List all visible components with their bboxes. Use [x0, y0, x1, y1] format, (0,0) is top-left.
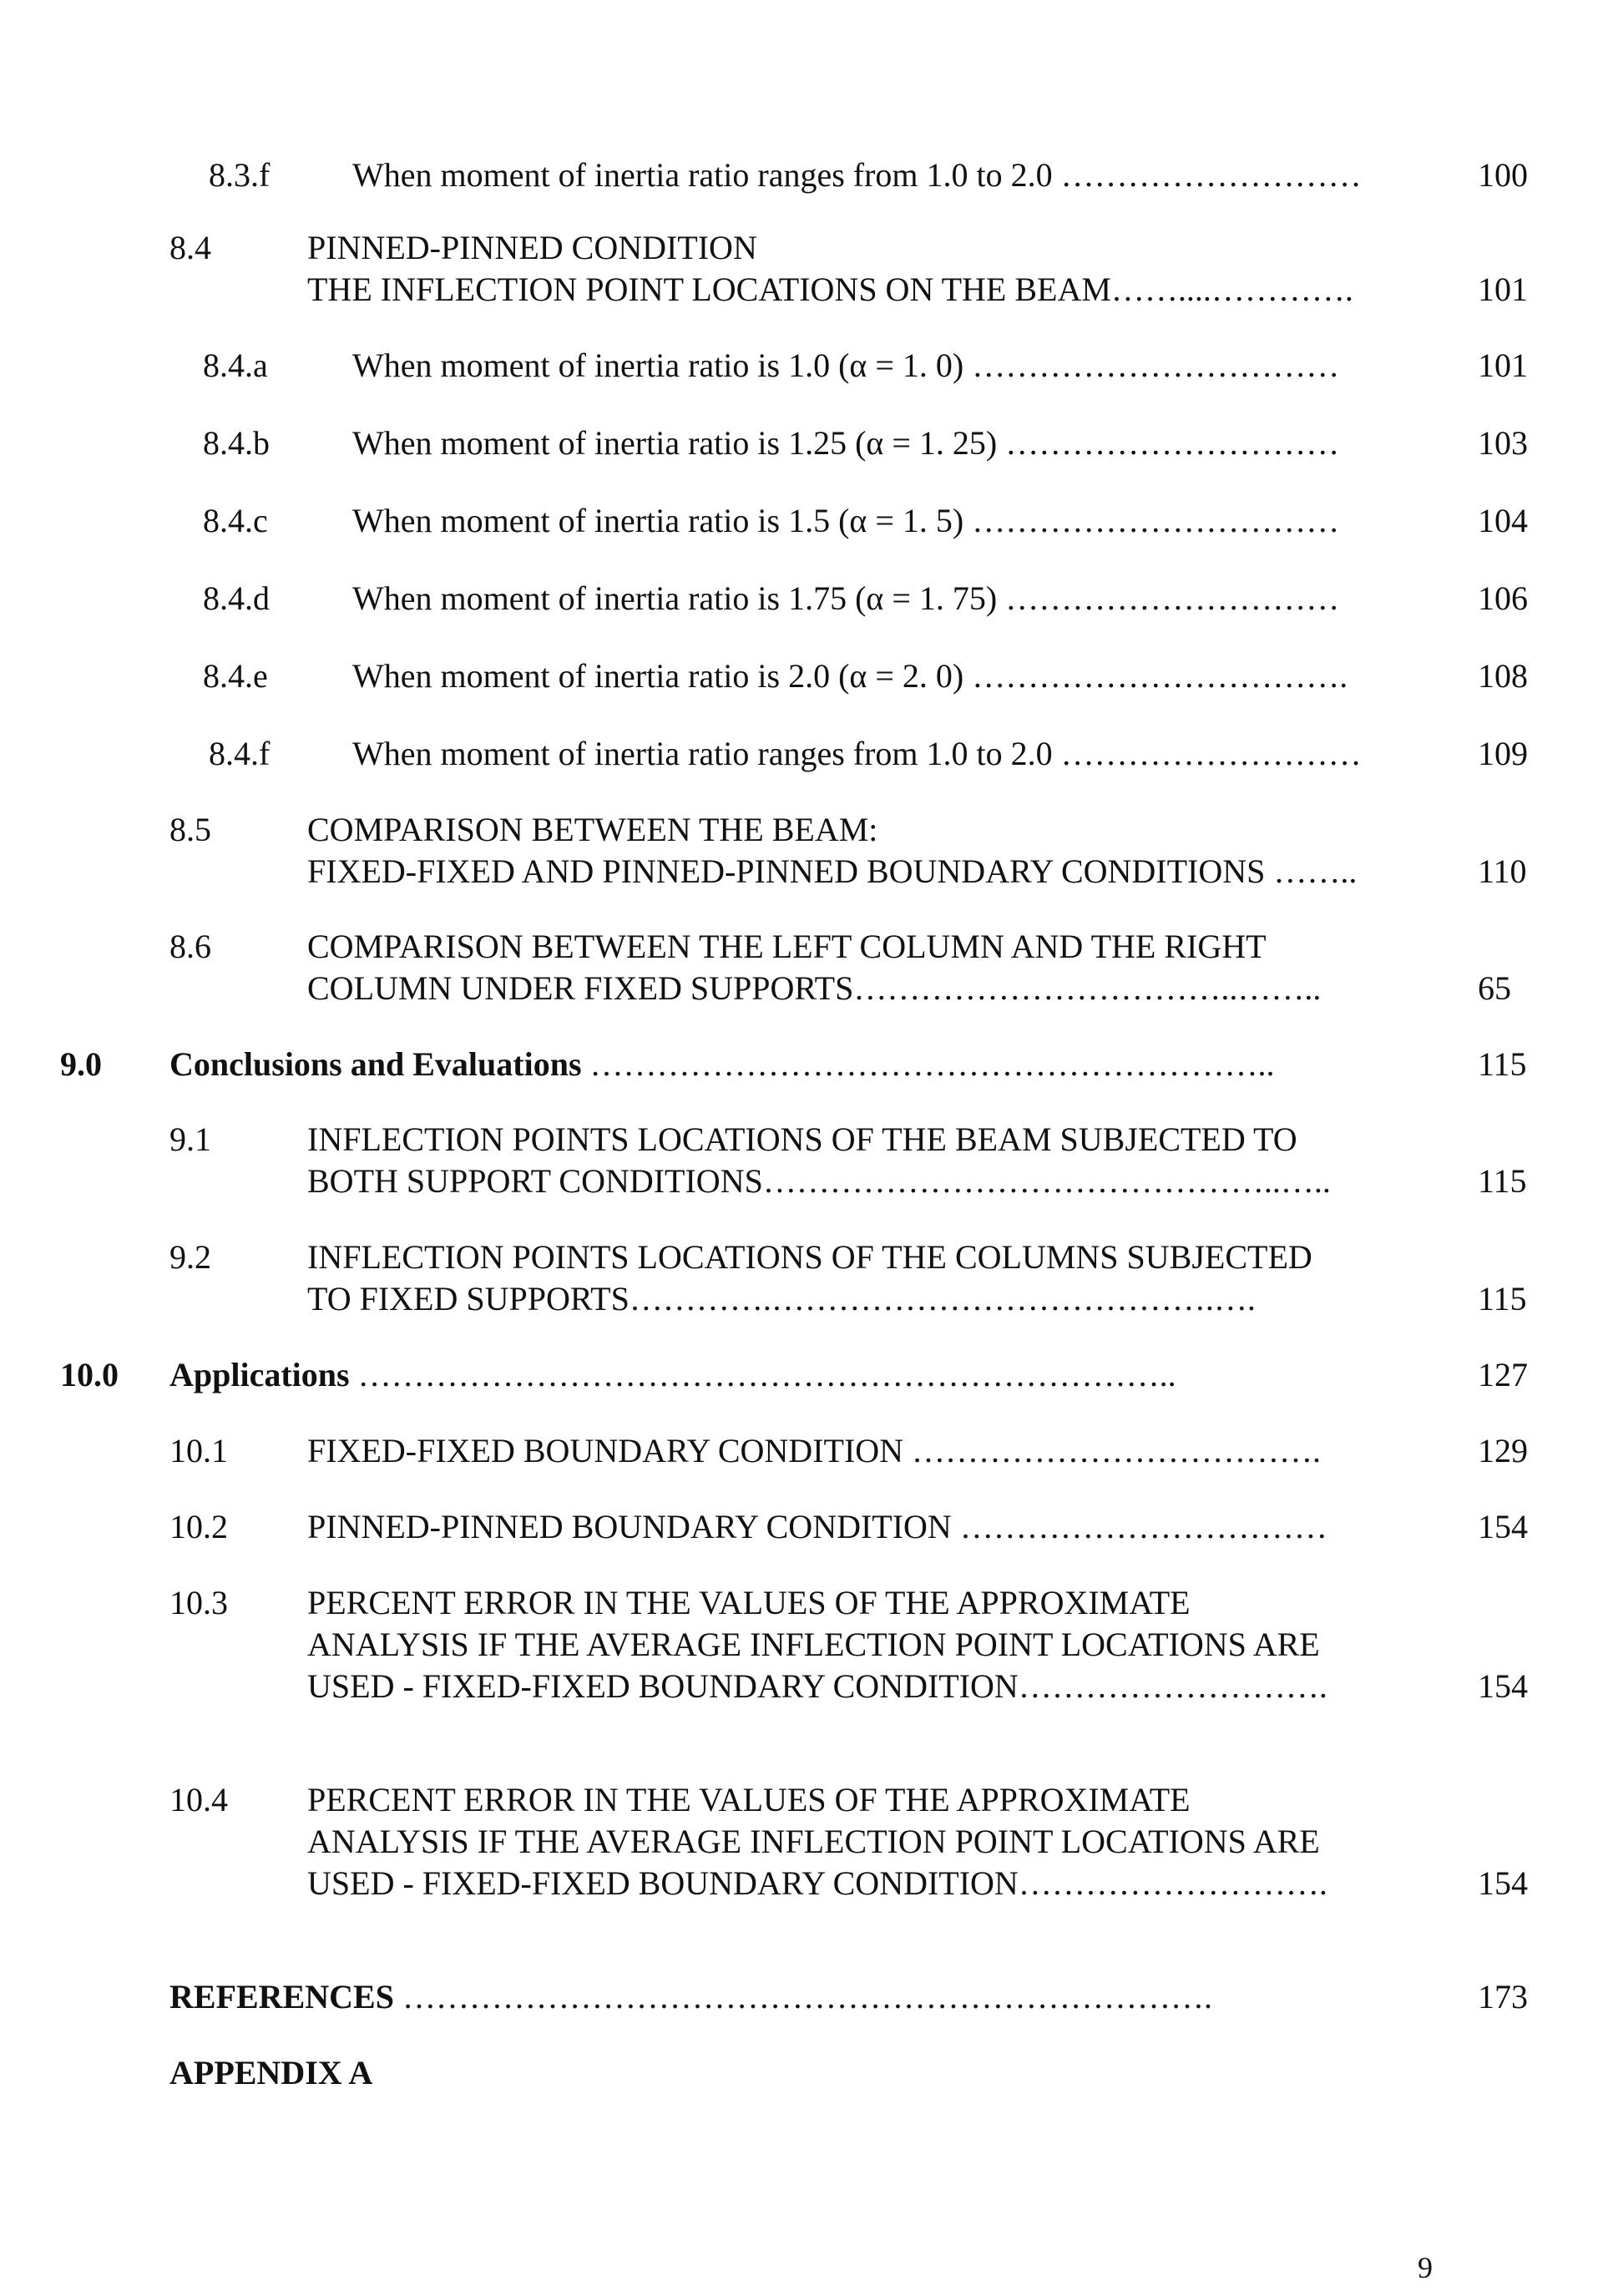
section-title-line: PERCENT ERROR IN THE VALUES OF THE APPROXIMATE	[307, 1781, 1191, 1818]
section-title	[307, 227, 1353, 311]
page-ref: 115	[1478, 1280, 1527, 1317]
page-ref: 127	[1478, 1356, 1528, 1393]
section-title-line: When moment of inertia ratio is 2.0 (α = 2. 0) …………………………….	[352, 657, 1348, 695]
section-title	[307, 809, 1357, 893]
page-ref: 101	[1478, 346, 1528, 384]
section-title-line: INFLECTION POINTS LOCATIONS OF THE BEAM SUBJECTED TO	[307, 1120, 1297, 1158]
section-title	[307, 926, 1321, 1009]
page-ref: 129	[1478, 1432, 1528, 1469]
section-title-line: FIXED-FIXED BOUNDARY CONDITION ……………………………….	[307, 1432, 1322, 1469]
chapter-title	[169, 2052, 372, 2094]
page-ref: 100	[1478, 156, 1528, 194]
section-title	[307, 1119, 1331, 1202]
section-title	[352, 154, 1362, 196]
section-title-line: ANALYSIS IF THE AVERAGE INFLECTION POINT LOCATIONS ARE	[307, 1823, 1320, 1860]
section-title	[307, 1506, 1327, 1548]
page-ref: 106	[1478, 579, 1528, 617]
section-number: 10.1	[169, 1432, 228, 1469]
section-title	[352, 655, 1348, 697]
section-title-line: ANALYSIS IF THE AVERAGE INFLECTION POINT LOCATIONS ARE	[307, 1626, 1320, 1663]
page-ref: 101	[1478, 271, 1528, 308]
section-number: 8.4.b	[203, 424, 270, 462]
chapter-title-text: Conclusions and Evaluations	[169, 1045, 582, 1083]
page-ref: 173	[1478, 1978, 1528, 2015]
section-title	[307, 1779, 1327, 1904]
section-number: 8.4.d	[203, 579, 270, 617]
section-number: 8.4.e	[203, 657, 268, 695]
section-title	[352, 578, 1339, 620]
section-title-line: FIXED-FIXED AND PINNED-PINNED BOUNDARY CONDITIONS ……..	[307, 852, 1358, 890]
section-title-line: When moment of inertia ratio is 1.0 (α = 1. 0) ……………………………	[352, 346, 1340, 384]
section-title-line: THE INFLECTION POINT LOCATIONS ON THE BEAM……....………….	[307, 271, 1353, 308]
section-title-line: COMPARISON BETWEEN THE LEFT COLUMN AND THE RIGHT	[307, 928, 1267, 965]
chapter-title	[169, 1976, 1212, 2018]
section-title	[352, 500, 1339, 542]
chapter-number: 9.0	[60, 1045, 102, 1083]
section-title-line: When moment of inertia ratio is 1.75 (α = 1. 75) …………………………	[352, 579, 1340, 617]
page-ref: 115	[1478, 1045, 1527, 1083]
section-number: 8.3.f	[209, 156, 271, 194]
section-title-line: PINNED-PINNED BOUNDARY CONDITION ……………………………	[307, 1508, 1327, 1545]
page-ref: 108	[1478, 657, 1528, 695]
section-title	[352, 422, 1339, 464]
page-number: 9	[1418, 2251, 1433, 2284]
section-title-line: When moment of inertia ratio is 1.25 (α = 1. 25) …………………………	[352, 424, 1340, 462]
chapter-title	[169, 1354, 1176, 1396]
section-number: 10.3	[169, 1584, 228, 1621]
section-title-line: BOTH SUPPORT CONDITIONS………………………………………..…..	[307, 1162, 1331, 1200]
section-title-line: When moment of inertia ratio ranges from 1.0 to 2.0 ………………………	[352, 156, 1362, 194]
chapter-title-text: Applications	[169, 1356, 350, 1393]
section-title-line: USED - FIXED-FIXED BOUNDARY CONDITION……………………….	[307, 1667, 1327, 1705]
section-title	[307, 1430, 1321, 1472]
section-title-line: When moment of inertia ratio is 1.5 (α = 1. 5) ……………………………	[352, 502, 1340, 539]
chapter-number: 10.0	[60, 1356, 119, 1393]
section-title-line: COLUMN UNDER FIXED SUPPORTS……………………………..……..	[307, 969, 1322, 1007]
section-number: 8.4	[169, 229, 211, 266]
section-title-line: PINNED-PINNED CONDITION	[307, 229, 757, 266]
page-ref: 154	[1478, 1667, 1528, 1705]
section-title-line: When moment of inertia ratio ranges from 1.0 to 2.0 ………………………	[352, 735, 1362, 772]
section-title	[307, 1237, 1312, 1320]
section-number: 9.2	[169, 1238, 211, 1276]
section-number: 8.5	[169, 811, 211, 848]
section-number: 8.4.c	[203, 502, 268, 539]
section-title-line: USED - FIXED-FIXED BOUNDARY CONDITION……………………….	[307, 1864, 1327, 1902]
section-title-line: PERCENT ERROR IN THE VALUES OF THE APPROXIMATE	[307, 1584, 1191, 1621]
section-number: 9.1	[169, 1120, 211, 1158]
page-ref: 154	[1478, 1864, 1528, 1902]
chapter-title-text: REFERENCES	[169, 1978, 394, 2015]
section-number: 8.4.a	[203, 346, 268, 384]
section-title	[307, 1582, 1327, 1707]
page-ref: 110	[1478, 852, 1527, 890]
section-number: 10.4	[169, 1781, 228, 1818]
section-title-line: INFLECTION POINTS LOCATIONS OF THE COLUMNS SUBJECTED	[307, 1238, 1312, 1276]
page-ref: 104	[1478, 502, 1528, 539]
section-title-line: TO FIXED SUPPORTS………….………………………………….….	[307, 1280, 1256, 1317]
section-number: 10.2	[169, 1508, 228, 1545]
section-title	[352, 733, 1362, 775]
page-ref: 103	[1478, 424, 1528, 462]
section-title-line: COMPARISON BETWEEN THE BEAM:	[307, 811, 878, 848]
page-ref: 65	[1478, 969, 1511, 1007]
leader-dots: ……………………………………………………………….	[393, 1978, 1212, 2015]
chapter-title-text: APPENDIX A	[169, 2054, 373, 2091]
section-title	[352, 345, 1339, 387]
page-ref: 115	[1478, 1162, 1527, 1200]
chapter-title	[169, 1044, 1275, 1085]
page-ref: 154	[1478, 1508, 1528, 1545]
leader-dots: ………………………………………………………………..	[349, 1356, 1176, 1393]
section-number: 8.4.f	[209, 735, 271, 772]
leader-dots: ……………………………………………………..	[581, 1045, 1275, 1083]
page-ref: 109	[1478, 735, 1528, 772]
section-number: 8.6	[169, 928, 211, 965]
